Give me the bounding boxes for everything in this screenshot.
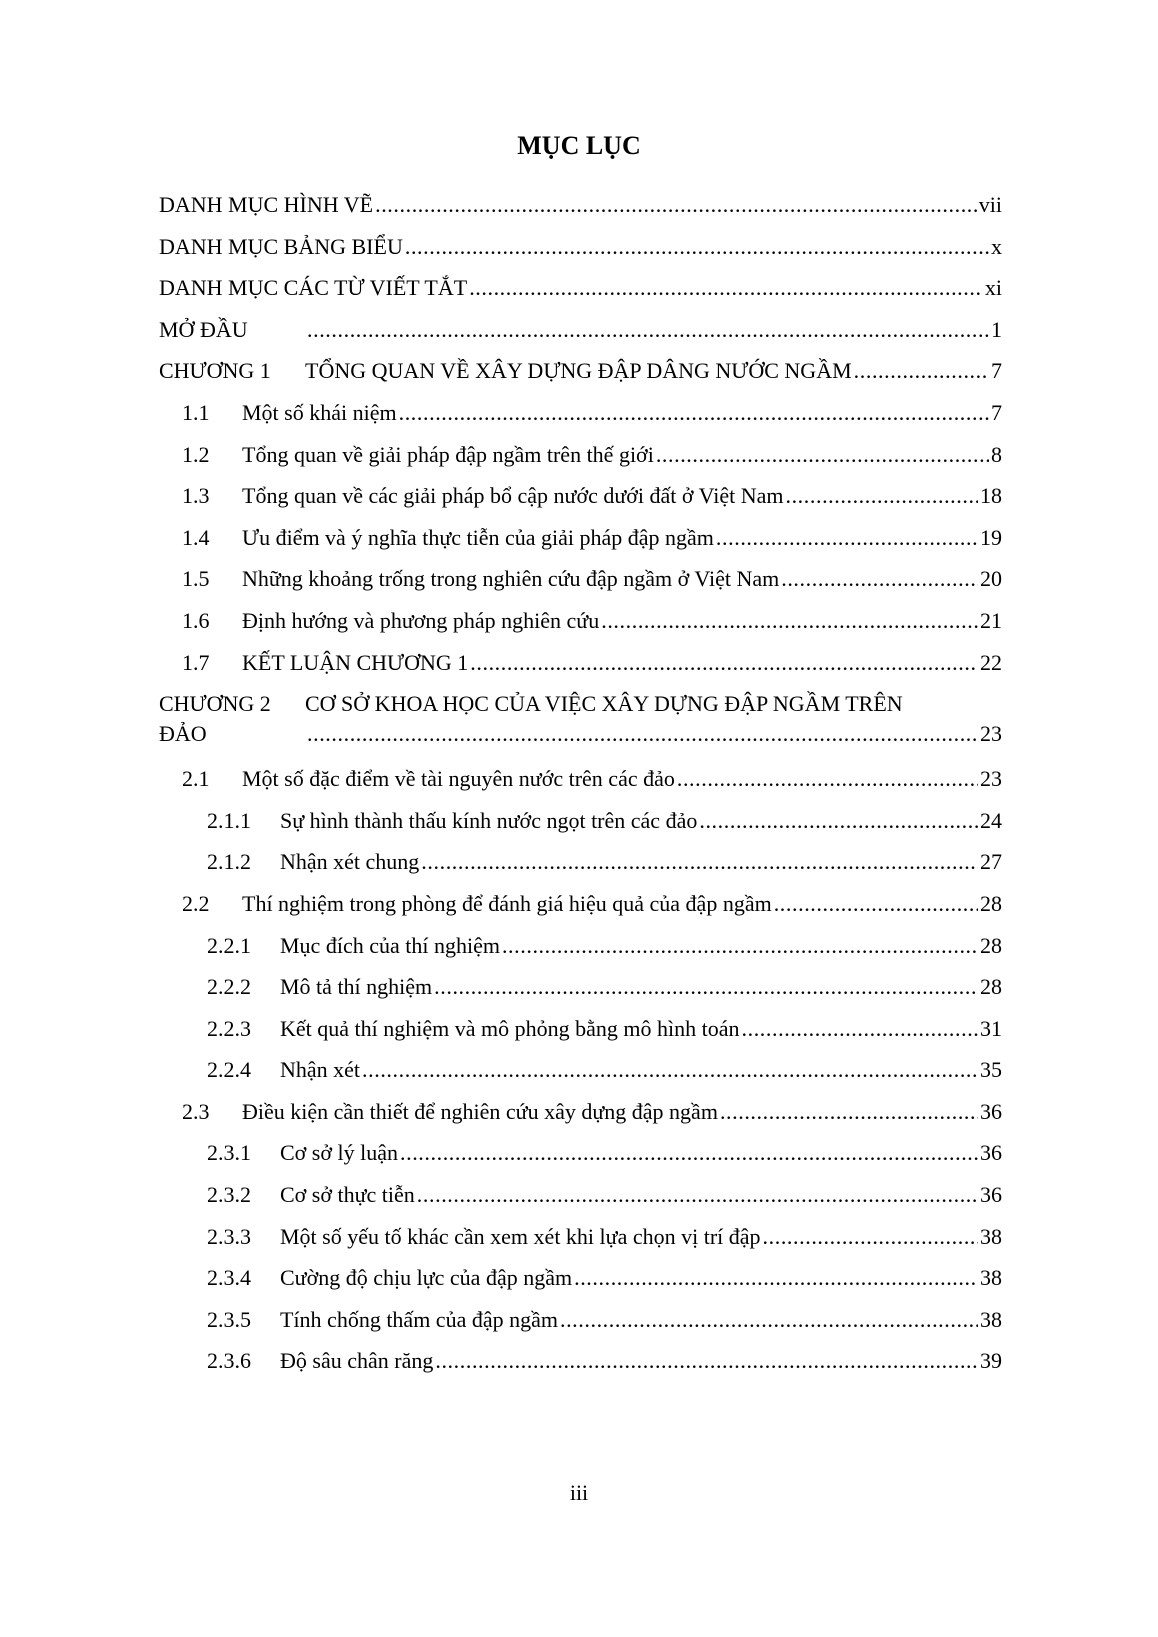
toc-entry-title: Một số khái niệm — [242, 399, 397, 425]
toc-entry-title: Tính chống thấm của đập ngầm — [280, 1306, 558, 1332]
toc-entry-page: 38 — [980, 1306, 1002, 1332]
toc-entry-title: Điều kiện cần thiết để nghiên cứu xây dựng đập ngầm — [242, 1098, 718, 1124]
toc-entry-number: 2.3.2 — [207, 1182, 251, 1208]
toc-entry-number: 2.3.6 — [207, 1348, 251, 1374]
toc-entry-title: Cường độ chịu lực của đập ngầm — [280, 1265, 573, 1291]
dot-leader — [560, 1305, 978, 1335]
dot-leader — [854, 356, 989, 386]
toc-entry-number: 2.2 — [182, 890, 210, 916]
table-of-contents — [0, 186, 1158, 1384]
toc-entry-1-1[interactable] — [0, 394, 1158, 436]
toc-entry-number: 1.3 — [182, 483, 210, 509]
dot-leader — [405, 232, 989, 262]
dot-leader — [469, 273, 983, 303]
dot-leader — [400, 1138, 978, 1168]
toc-entry-page: 20 — [980, 566, 1002, 592]
toc-entry-2-2-1[interactable] — [0, 927, 1158, 969]
dot-leader — [774, 889, 978, 919]
toc-entry-page: 22 — [980, 649, 1002, 675]
toc-entry-number: MỞ ĐẦU — [159, 316, 248, 342]
toc-entry-title: Những khoảng trống trong nghiên cứu đập ngầm ở Việt Nam — [242, 566, 780, 592]
toc-entry-chapter-2[interactable] — [0, 685, 1158, 760]
toc-entry-2-3-6[interactable] — [0, 1342, 1158, 1384]
toc-entry-page: 36 — [980, 1098, 1002, 1124]
toc-entry-page: 18 — [980, 483, 1002, 509]
toc-entry-number: 1.1 — [182, 399, 210, 425]
toc-entry-list-of-tables[interactable] — [0, 228, 1158, 270]
toc-entry-page: 7 — [991, 399, 1002, 425]
toc-entry-title: Mục đích của thí nghiệm — [280, 932, 500, 958]
toc-entry-title: Ưu điểm và ý nghĩa thực tiễn của giải pháp đập ngầm — [242, 524, 714, 550]
toc-entry-title: DANH MỤC CÁC TỪ VIẾT TẮT — [159, 275, 468, 301]
dot-leader — [307, 315, 989, 345]
dot-leader — [601, 606, 978, 636]
toc-entry-page: 28 — [980, 974, 1002, 1000]
toc-entry-page: 7 — [991, 358, 1002, 384]
dot-leader — [502, 931, 978, 961]
toc-entry-title: Sự hình thành thấu kính nước ngọt trên các đảo — [280, 807, 698, 833]
toc-entry-page: x — [991, 233, 1002, 259]
toc-entry-title: Một số đặc điểm về tài nguyên nước trên các đảo — [242, 766, 675, 792]
toc-entry-page: 27 — [980, 849, 1002, 875]
toc-entry-number: 2.1 — [182, 766, 210, 792]
toc-entry-1-4[interactable] — [0, 519, 1158, 561]
toc-entry-number: 2.3 — [182, 1098, 210, 1124]
toc-entry-2-2-3[interactable] — [0, 1010, 1158, 1052]
toc-entry-2-2[interactable] — [0, 885, 1158, 927]
toc-entry-page: xi — [984, 275, 1002, 301]
dot-leader — [716, 523, 978, 553]
toc-entry-number: 2.3.5 — [207, 1306, 251, 1332]
dot-leader — [656, 440, 989, 470]
toc-entry-number: 2.1.2 — [207, 849, 251, 875]
dot-leader — [742, 1014, 979, 1044]
dot-leader — [362, 1055, 978, 1085]
toc-entry-1-3[interactable] — [0, 477, 1158, 519]
toc-entry-title: Cơ sở thực tiễn — [280, 1182, 415, 1208]
toc-entry-2-3-2[interactable] — [0, 1176, 1158, 1218]
toc-entry-title: Cơ sở lý luận — [280, 1140, 398, 1166]
toc-entry-1-2[interactable] — [0, 436, 1158, 478]
toc-entry-number: 2.2.1 — [207, 932, 251, 958]
toc-entry-page: 28 — [980, 890, 1002, 916]
toc-entry-page: 8 — [991, 441, 1002, 467]
toc-entry-title-continued: ĐẢO — [159, 721, 207, 747]
toc-entry-page: 36 — [980, 1140, 1002, 1166]
toc-entry-number: 1.2 — [182, 441, 210, 467]
toc-entry-title: DANH MỤC HÌNH VẼ — [159, 192, 374, 217]
toc-entry-number: CHƯƠNG 2 — [159, 691, 271, 717]
dot-leader — [720, 1097, 978, 1127]
toc-entry-abbreviations[interactable] — [0, 269, 1158, 311]
toc-entry-page: vii — [978, 192, 1002, 217]
dot-leader — [399, 398, 989, 428]
toc-entry-title: Mô tả thí nghiệm — [280, 974, 433, 1000]
toc-entry-number: 2.1.1 — [207, 807, 251, 833]
toc-entry-page: 31 — [980, 1015, 1002, 1041]
toc-entry-2-3-3[interactable] — [0, 1218, 1158, 1260]
toc-entry-number: 1.6 — [182, 607, 210, 633]
dot-leader — [699, 806, 978, 836]
dot-leader — [375, 190, 977, 220]
toc-entry-title: DANH MỤC BẢNG BIỂU — [159, 233, 403, 259]
toc-entry-2-3[interactable] — [0, 1093, 1158, 1135]
toc-entry-2-2-4[interactable] — [0, 1051, 1158, 1093]
dot-leader — [677, 764, 978, 794]
toc-entry-page: 35 — [980, 1057, 1002, 1083]
dot-leader — [417, 1180, 978, 1210]
page-number: iii — [569, 1480, 589, 1505]
toc-entry-2-1[interactable] — [0, 760, 1158, 802]
toc-entry-number: 2.2.2 — [207, 974, 251, 1000]
toc-entry-title: Tổng quan về giải pháp đập ngầm trên thế giới — [242, 441, 654, 467]
toc-entry-number: 1.7 — [182, 649, 210, 675]
toc-entry-2-1-1[interactable] — [0, 802, 1158, 844]
page-title: MỤC LỤC — [517, 131, 641, 160]
toc-entry-1-7[interactable] — [0, 644, 1158, 686]
toc-entry-page: 23 — [980, 721, 1002, 747]
toc-entry-chapter-1[interactable] — [0, 352, 1158, 394]
toc-entry-number: CHƯƠNG 1 — [159, 358, 271, 384]
toc-entry-title: CƠ SỞ KHOA HỌC CỦA VIỆC XÂY DỰNG ĐẬP NGẦM TRÊN — [305, 691, 903, 717]
dot-leader — [763, 1222, 978, 1252]
toc-entry-number: 2.3.1 — [207, 1140, 251, 1166]
toc-entry-title: Một số yếu tố khác cần xem xét khi lựa chọn vị trí đập — [280, 1223, 761, 1249]
toc-entry-number: 2.2.4 — [207, 1057, 251, 1083]
toc-entry-page: 1 — [991, 316, 1002, 342]
toc-entry-title: Độ sâu chân răng — [280, 1348, 434, 1374]
toc-entry-title: TỔNG QUAN VỀ XÂY DỰNG ĐẬP DÂNG NƯỚC NGẦM — [305, 358, 852, 384]
dot-leader — [574, 1263, 978, 1293]
toc-entry-page: 23 — [980, 766, 1002, 792]
toc-entry-2-2-2[interactable] — [0, 968, 1158, 1010]
toc-entry-title: Tổng quan về các giải pháp bổ cập nước dưới đất ở Việt Nam — [242, 483, 784, 509]
toc-entry-page: 36 — [980, 1182, 1002, 1208]
toc-entry-page: 21 — [980, 607, 1002, 633]
toc-entry-list-of-figures[interactable] — [0, 186, 1158, 228]
dot-leader — [434, 972, 978, 1002]
toc-entry-2-3-5[interactable] — [0, 1301, 1158, 1343]
toc-entry-page: 19 — [980, 524, 1002, 550]
dot-leader — [781, 564, 978, 594]
toc-entry-title: KẾT LUẬN CHƯƠNG 1 — [242, 649, 469, 675]
toc-entry-title: Nhận xét — [280, 1057, 361, 1083]
toc-entry-number: 1.5 — [182, 566, 210, 592]
toc-entry-title: Định hướng và phương pháp nghiên cứu — [242, 607, 600, 633]
dot-leader — [785, 481, 978, 511]
toc-entry-title: Nhận xét chung — [280, 849, 420, 875]
toc-entry-page: 24 — [980, 807, 1002, 833]
toc-entry-2-3-4[interactable] — [0, 1259, 1158, 1301]
toc-entry-title: Thí nghiệm trong phòng để đánh giá hiệu quả của đập ngầm — [242, 890, 772, 916]
toc-entry-number: 2.2.3 — [207, 1015, 251, 1041]
toc-entry-page: 38 — [980, 1223, 1002, 1249]
toc-entry-page: 28 — [980, 932, 1002, 958]
toc-entry-page: 39 — [980, 1348, 1002, 1374]
dot-leader — [435, 1346, 978, 1376]
dot-leader — [470, 648, 978, 678]
dot-leader — [421, 847, 978, 877]
toc-entry-title: Kết quả thí nghiệm và mô phỏng bằng mô hình toán — [280, 1015, 740, 1041]
toc-entry-number: 2.3.4 — [207, 1265, 251, 1291]
toc-entry-1-6[interactable] — [0, 602, 1158, 644]
toc-entry-number: 2.3.3 — [207, 1223, 251, 1249]
toc-entry-page: 38 — [980, 1265, 1002, 1291]
toc-entry-number: 1.4 — [182, 524, 210, 550]
toc-entry-introduction[interactable] — [0, 311, 1158, 353]
toc-entry-2-1-2[interactable] — [0, 843, 1158, 885]
toc-entry-1-5[interactable] — [0, 560, 1158, 602]
toc-entry-2-3-1[interactable] — [0, 1134, 1158, 1176]
dot-leader — [307, 719, 978, 749]
